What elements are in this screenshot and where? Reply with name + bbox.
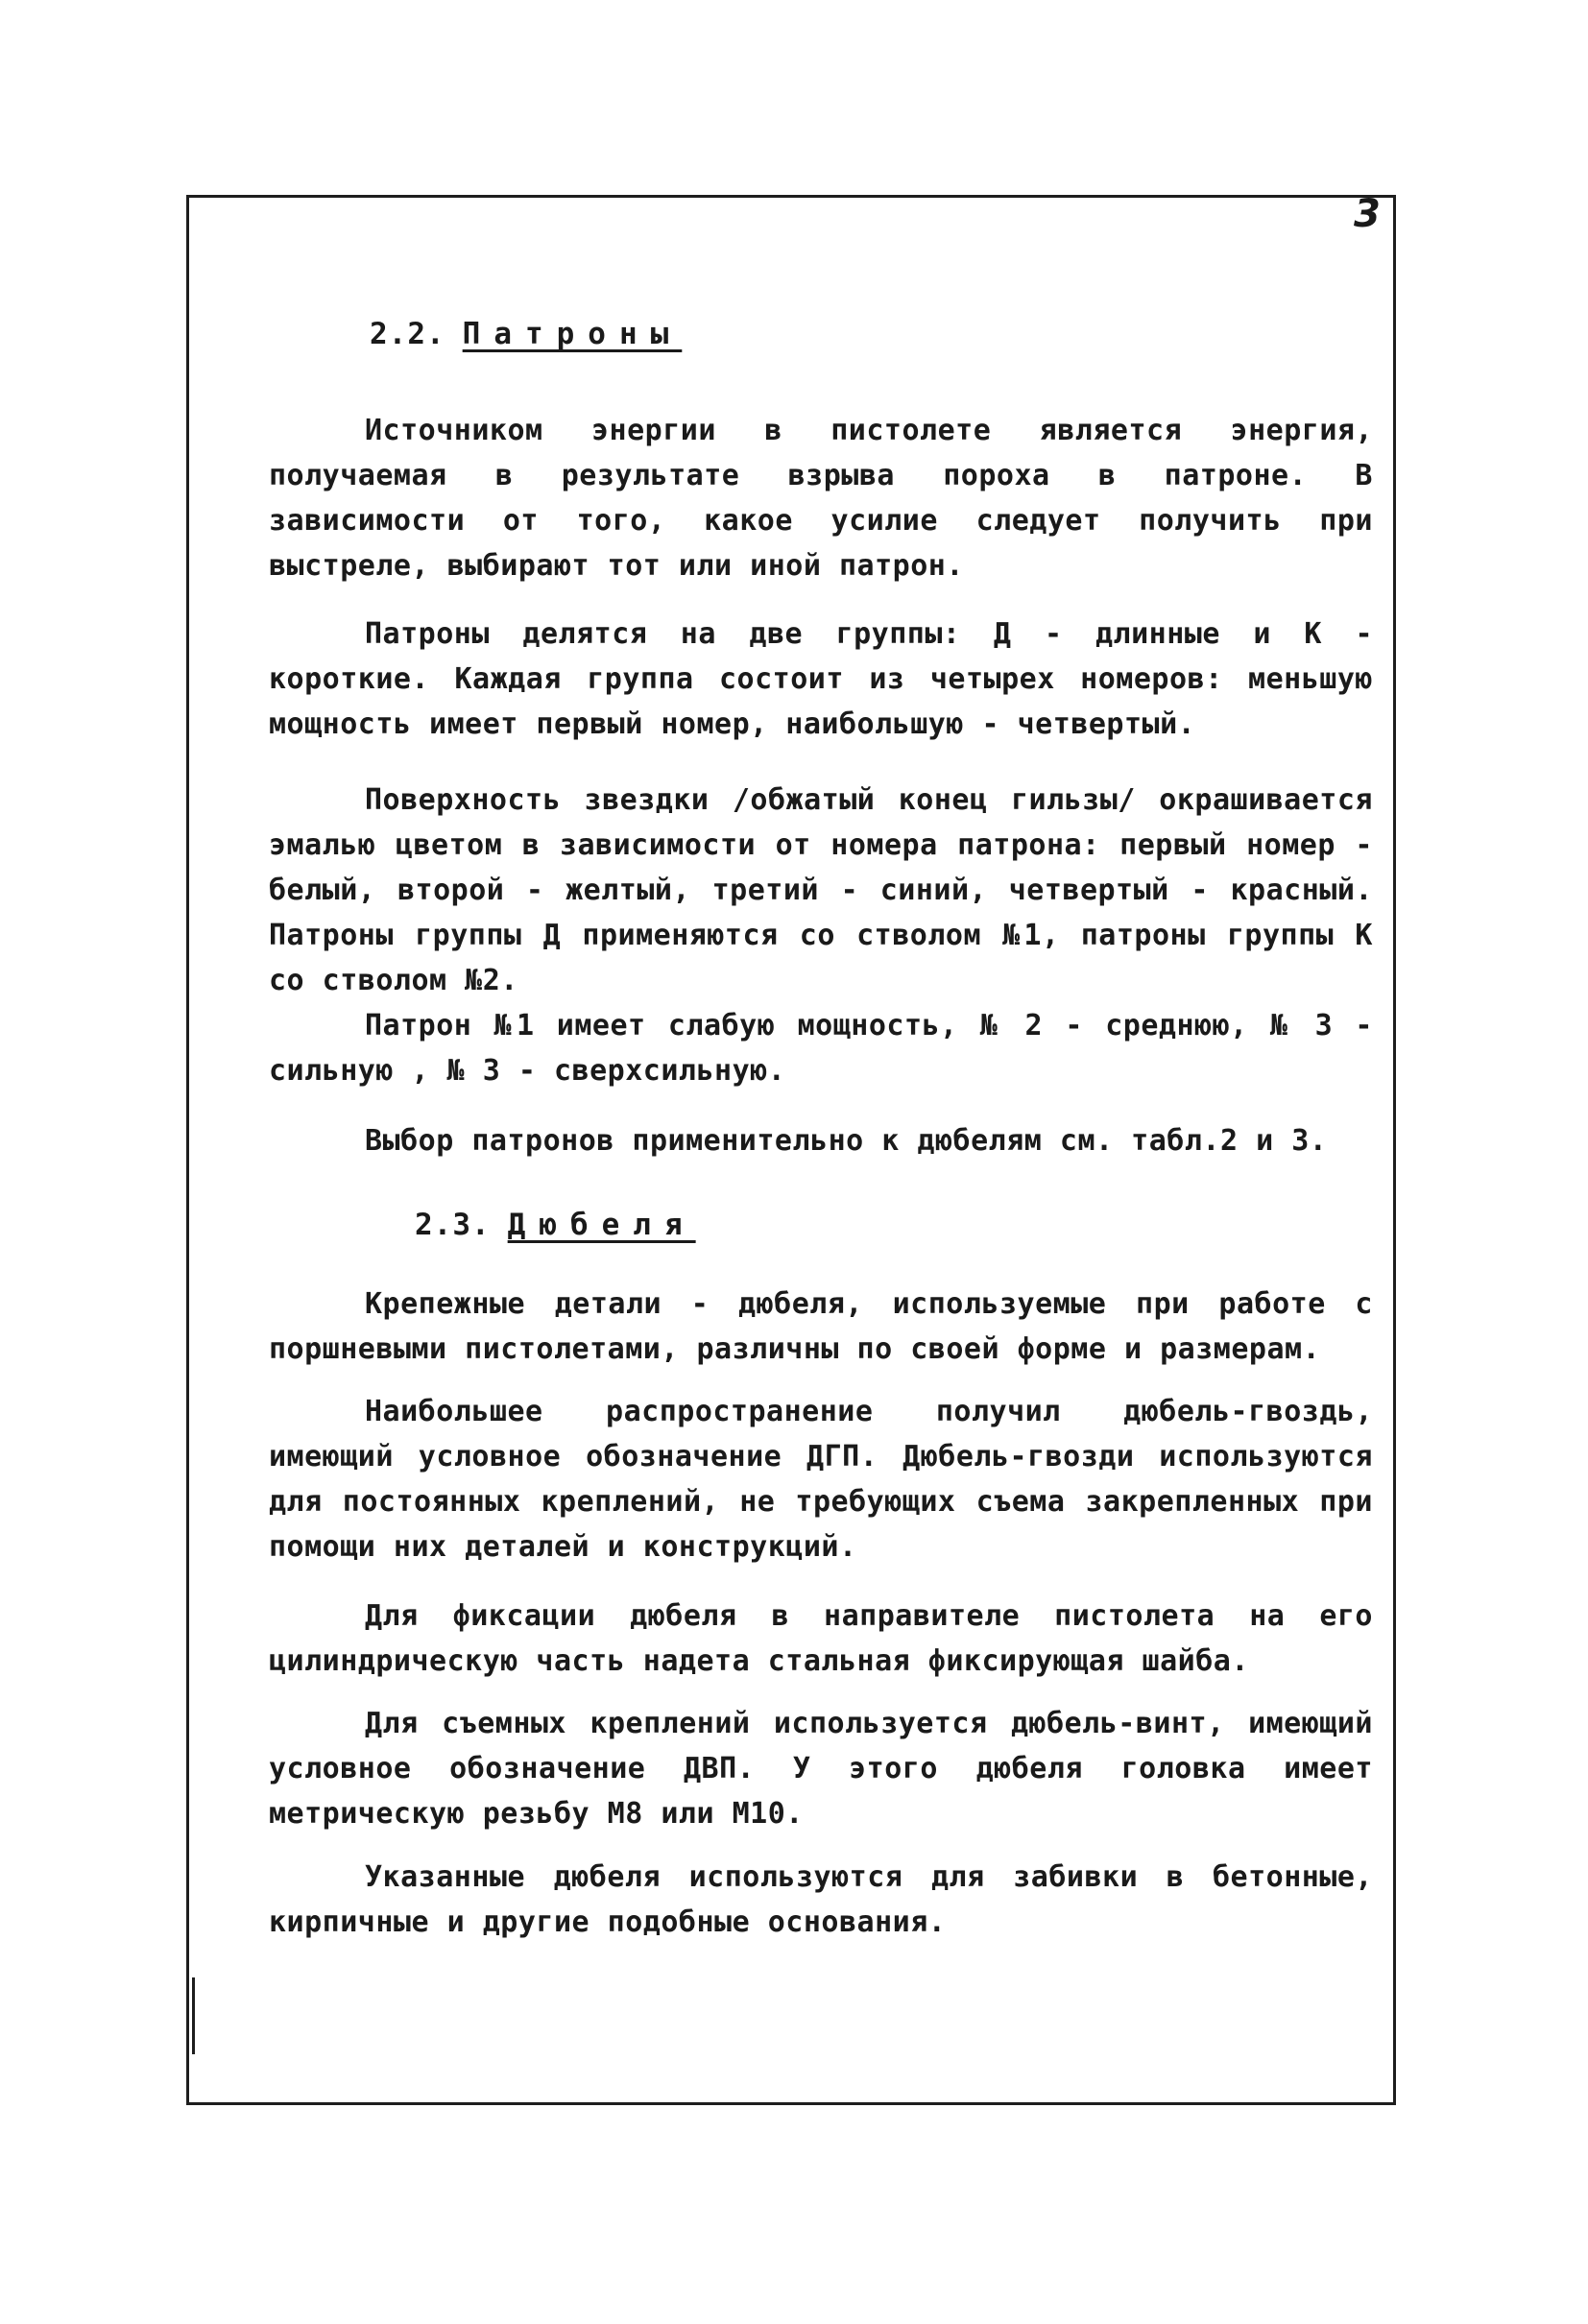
section-number: 2.3.	[415, 1208, 491, 1242]
section-heading-dowels	[415, 1208, 696, 1242]
paragraph: Для съемных креплений используется дюбель-винт, имеющий условное обозначение ДВП. У этого дюбеля головка имеет метрическую резьбу М8 или М10.	[269, 1707, 1373, 1831]
margin-line	[192, 1977, 195, 2054]
paragraph: Патроны делятся на две группы: Д - длинные и К - короткие. Каждая группа состоит из четырех номеров: меньшую мощность имеет первый номер, наибольшую - четвертый.	[269, 617, 1373, 741]
paragraph: Крепежные детали - дюбеля, используемые при работе с поршневыми пистолетами, различны по своей форме и размерам.	[269, 1287, 1373, 1366]
paragraph: Указанные дюбеля используются для забивки в бетонные, кирпичные и другие подобные основания.	[269, 1860, 1373, 1939]
page-number: 3	[1354, 192, 1381, 236]
section-title: Патроны	[462, 317, 683, 351]
section-heading-cartridges	[370, 317, 682, 351]
paragraph: Источником энергии в пистолете является энергия, получаемая в результате взрыва пороха в патроне. В зависимости от того, какое усилие следует получить при выстреле, выбирают тот или иной патрон.	[269, 414, 1373, 583]
section-title: Дюбеля	[507, 1208, 696, 1242]
paragraph: Для фиксации дюбеля в направителе пистолета на его цилиндрическую часть надета стальная фиксирующая шайба.	[269, 1599, 1373, 1678]
paragraph: Наибольшее распространение получил дюбель-гвоздь, имеющий условное обозначение ДГП. Дюбель-гвозди используются для постоянных креплений, не требующих съема закрепленных при помощи них деталей и конструкций.	[269, 1395, 1373, 1564]
paragraph: Выбор патронов применительно к дюбелям см. табл.2 и 3.	[365, 1124, 1328, 1158]
section-number: 2.2.	[370, 317, 445, 351]
paragraph: Патрон №1 имеет слабую мощность, № 2 - среднюю, № 3 - сильную , № 3 - сверхсильную.	[269, 1009, 1373, 1088]
paragraph: Поверхность звездки /обжатый конец гильзы/ окрашивается эмалью цветом в зависимости от номера патрона: первый номер - белый, второй - желтый, третий - синий, четвертый - красный. Патроны группы Д применяются со стволом №1, патроны группы К со стволом №2.	[269, 783, 1373, 997]
